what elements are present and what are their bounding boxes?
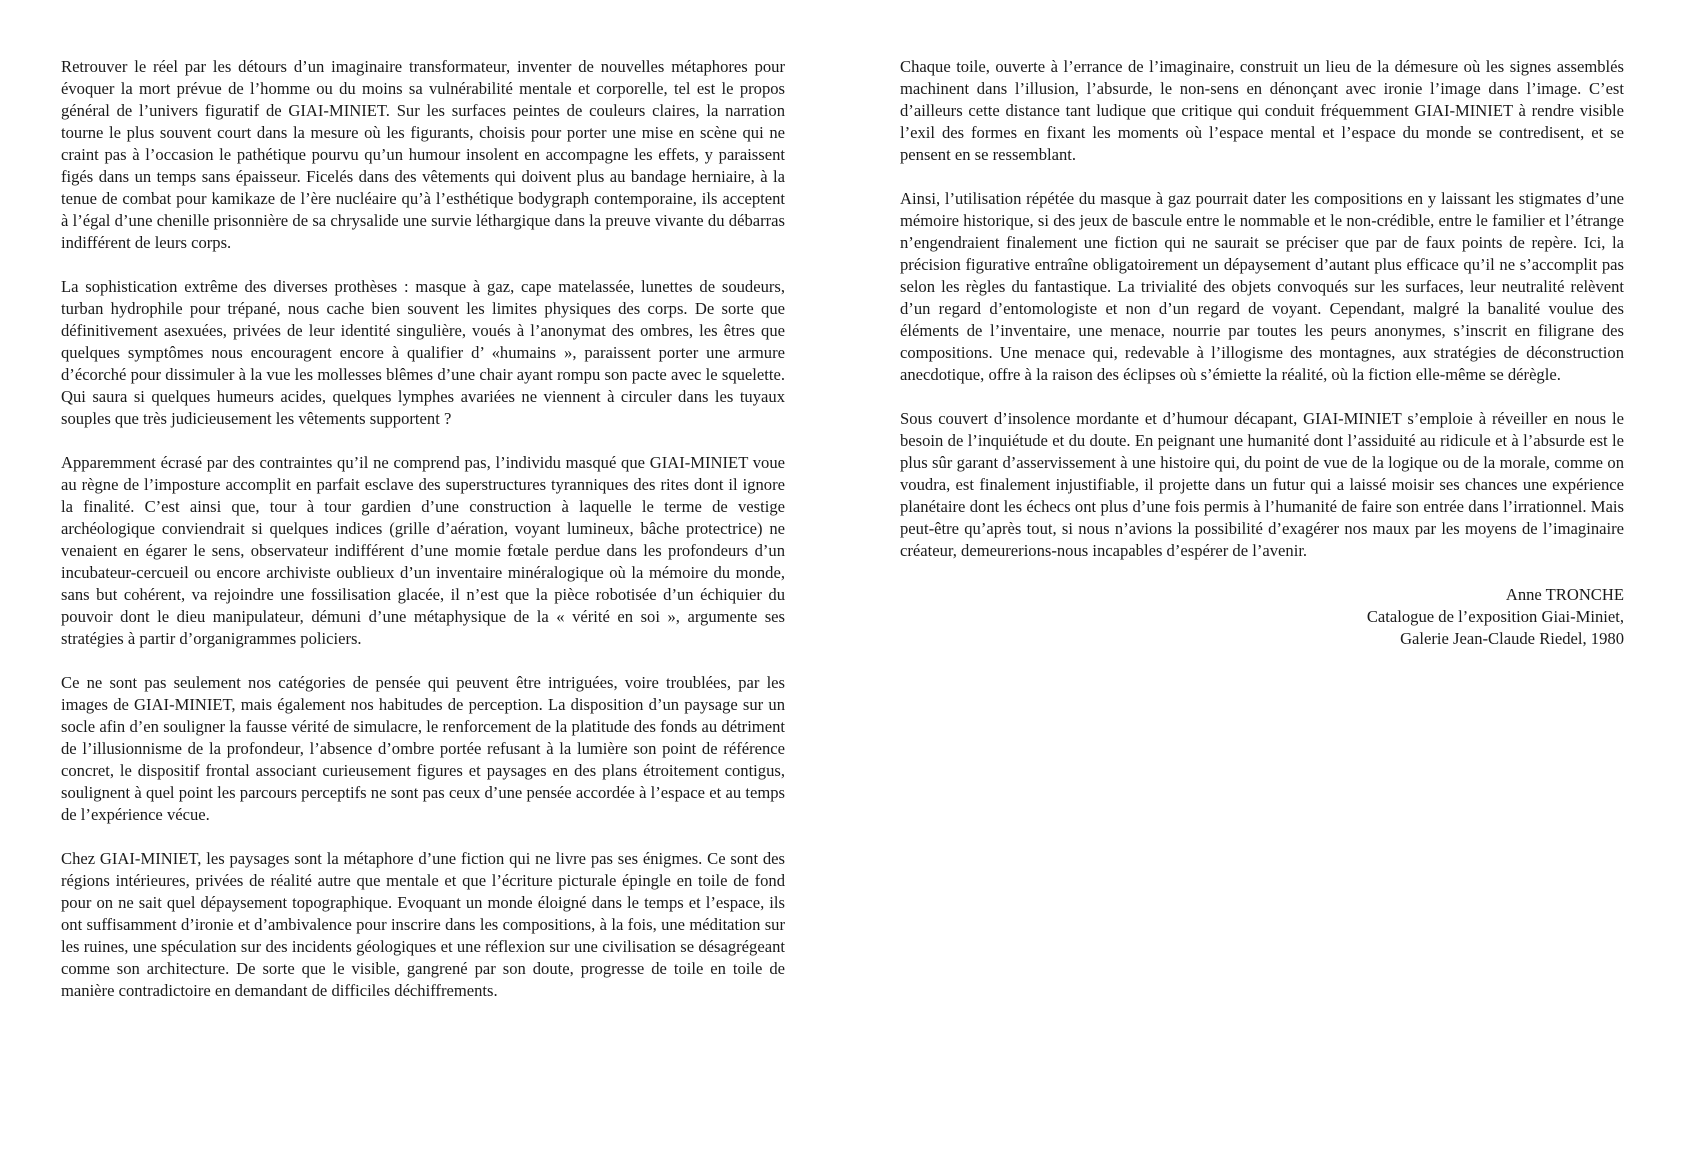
signature-author: Anne TRONCHE [1505, 585, 1624, 604]
paragraph: La sophistication extrême des diverses prothèses : masque à gaz, cape matelassée, lunettes de soudeurs, turban hydrophile pour trépané, nous cache bien souvent les limites physiques des corps. De sorte que définitivement asexuées, privées de leur identité singulière, voués à l’anonymat des ombres, les êtres que quelques symptômes nous encouragent encore à qualifier d’ «humains », paraissent porter une armure d’écorché pour dissimuler à la vue les mollesses blêmes d’une chair ayant rompu son pacte avec le squelette. Qui saura si quelques humeurs acides, quelques lymphes avariées ne viennent à circuler dans les tuyaux souples que très judicieusement les vêtements supportent ? [61, 277, 785, 428]
signature-block [900, 584, 1624, 650]
paragraph: Sous couvert d’insolence mordante et d’humour décapant, GIAI-MINIET s’emploie à réveiller en nous le besoin de l’inquiétude et du doute. En peignant une humanité dont l’assiduité au ridicule et à l’absurde est le plus sûr garant d’asservissement à une histoire qui, du point de vue de la logique ou de la morale, comme on voudra, est finalement injustifiable, il projette dans un futur qui a laissé moisir ses chances une expérience planétaire dont les échecs ont plus d’une fois permis à l’humanité de faire son entrée dans l’irrationnel. Mais peut-être qu’après tout, si nous n’avions la possibilité d’exagérer nos maux par les moyens de l’imaginaire créateur, demeurerions-nous incapables d’espérer de l’avenir. [900, 409, 1624, 560]
signature-gallery: Galerie Jean-Claude Riedel, 1980 [1400, 629, 1624, 648]
paragraph: Chez GIAI-MINIET, les paysages sont la métaphore d’une fiction qui ne livre pas ses énigmes. Ce sont des régions intérieures, privées de réalité autre que mentale et que l’écriture picturale épingle en toile de fond pour on ne sait quel dépaysement topographique. Evoquant un monde éloigné dans le temps et l’espace, ils ont suffisamment d’ironie et d’ambivalence pour inscrire dans les compositions, à la fois, une méditation sur les ruines, une spéculation sur des incidents géologiques et une réflexion sur une civilisation se désagrégeant comme son architecture. De sorte que le visible, gangrené par son doute, progresse de toile en toile de manière contradictoire en demandant de difficiles déchiffrements. [61, 849, 785, 1000]
signature-source: Catalogue de l’exposition Giai-Miniet, [1366, 607, 1624, 626]
paragraph: Chaque toile, ouverte à l’errance de l’imaginaire, construit un lieu de la démesure où les signes assemblés machinent dans l’illusion, l’absurde, le non-sens en dénonçant avec ironie l’image dans l’image. C’est d’ailleurs cette distance tant ludique que critique qui conduit fréquemment GIAI-MINIET à rendre visible l’exil des formes en fixant les moments où l’espace mental et l’espace du monde se contredisent, et se pensent en se ressemblant. [900, 57, 1624, 164]
left-column [61, 56, 785, 1024]
paragraph: Retrouver le réel par les détours d’un imaginaire transformateur, inventer de nouvelles métaphores pour évoquer la mort prévue de l’homme ou du moins sa vulnérabilité mentale et corporelle, tel est le propos général de l’univers figuratif de GIAI-MINIET. Sur les surfaces peintes de couleurs claires, la narration tourne le plus souvent court dans la mesure où les figurants, choisis pour porter une mise en scène qui ne craint pas à l’occasion le pathétique pourvu qu’un humour insolent en accompagne les effets, y paraissent figés dans un temps sans épaisseur. Ficelés dans des vêtements qui doivent plus au bandage herniaire, à la tenue de combat pour kamikaze de l’ère nucléaire qu’à l’esthétique bodygraph contemporaine, ils acceptent à l’égal d’une chenille prisonnière de sa chrysalide une survie léthargique dans la preuve vivante du débarras indifférent de leurs corps. [61, 57, 785, 252]
paragraph: Ce ne sont pas seulement nos catégories de pensée qui peuvent être intriguées, voire troublées, par les images de GIAI-MINIET, mais également nos habitudes de perception. La disposition d’un paysage sur un socle afin d’en souligner la fausse vérité de simulacre, le renforcement de la platitude des fonds au détriment de l’illusionnisme de la profondeur, l’absence d’ombre portée refusant à la lumière son point de référence concret, le dispositif frontal associant curieusement figures et paysages en des plans étroitement contigus, soulignent à quel point les parcours perceptifs ne sont pas ceux d’une pensée accordée à l’espace et au temps de l’expérience vécue. [61, 673, 785, 824]
paragraph: Ainsi, l’utilisation répétée du masque à gaz pourrait dater les compositions en y laissant les stigmates d’une mémoire historique, si des jeux de bascule entre le nommable et le non-crédible, entre le familier et l’étrange n’engendraient finalement une fiction qui ne saurait se préciser que par de faux points de repère. Ici, la précision figurative entraîne obligatoirement un dépaysement d’autant plus efficace qu’il ne s’accomplit pas selon les règles du fantastique. La trivialité des objets convoqués sur les surfaces, leur neutralité relèvent d’un regard d’entomologiste et non d’un regard de voyant. Cependant, malgré la banalité voulue des éléments de l’inventaire, une menace, nourrie par toutes les peurs anonymes, s’inscrit en filigrane des compositions. Une menace qui, redevable à l’illogisme des montagnes, aux stratégies de déconstruction anecdotique, offre à la raison des éclipses où s’émiette la réalité, où la fiction elle-même se dérègle. [900, 189, 1624, 384]
right-column [900, 56, 1624, 650]
paragraph: Apparemment écrasé par des contraintes qu’il ne comprend pas, l’individu masqué que GIAI-MINIET voue au règne de l’imposture accomplit en parfait esclave des superstructures tyranniques des rites dont il ignore la finalité. C’est ainsi que, tour à tour gardien d’une construction à laquelle le terme de vestige archéologique conviendrait si quelques indices (grille d’aération, voyant lumineux, bâche protectrice) ne venaient en égarer le sens, observateur indifférent d’une momie fœtale perdue dans les profondeurs d’un incubateur-cercueil ou encore archiviste oublieux d’un inventaire minéralogique où la mémoire du monde, sans but cohérent, va rejoindre une fossilisation glacée, il n’est que la pièce robotisée d’un échiquier du pouvoir dont le dieu manipulateur, démuni d’une métaphysique de la « vérité en soi », argumente ses stratégies à partir d’organigrammes policiers. [61, 453, 785, 648]
